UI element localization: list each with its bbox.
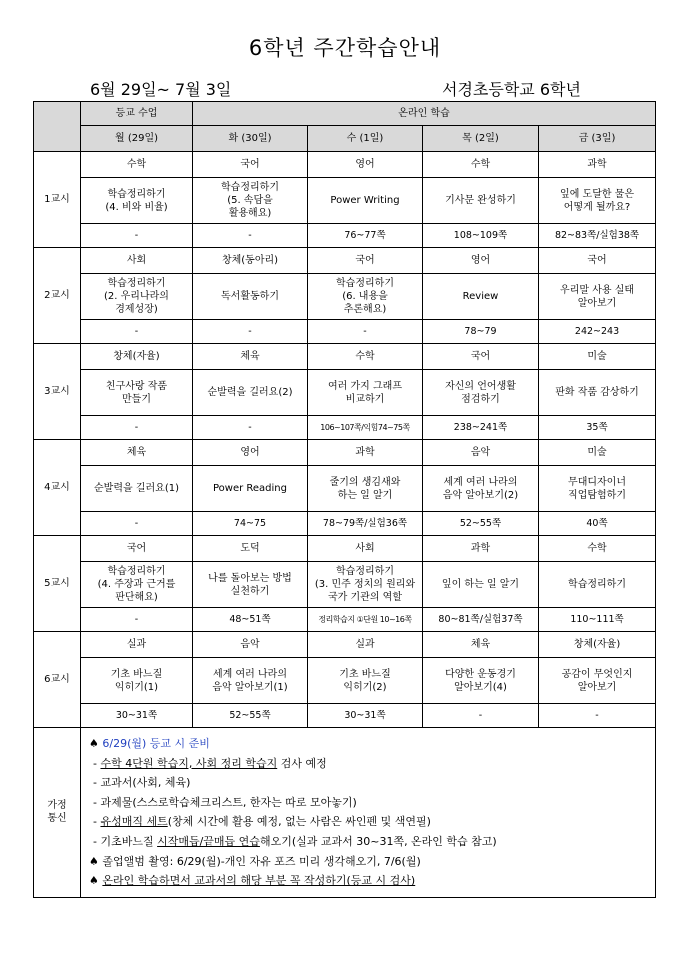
period-label: 6교시 xyxy=(34,632,81,728)
notes-heading xyxy=(89,734,647,754)
group-online: 온라인 학습 xyxy=(193,102,656,126)
subject-cell: 수학 xyxy=(539,536,656,562)
content-line: 학습정리하기 xyxy=(107,278,166,289)
content-cell xyxy=(308,658,423,704)
content-line: 학습정리하기 xyxy=(336,566,394,577)
subject-cell: 영어 xyxy=(193,440,308,466)
content-line: 기초 바느질 xyxy=(339,668,391,680)
page-cell: 80~81쪽/실험37쪽 xyxy=(423,608,539,632)
content-line: 학습정리하기 xyxy=(107,188,166,200)
notes-item xyxy=(89,832,647,852)
content-cell xyxy=(193,274,308,320)
day-header: 화 (30일) xyxy=(193,126,308,152)
content-line: 판화 작품 감상하기 xyxy=(555,387,639,398)
page-cell: - xyxy=(193,416,308,440)
notes-item-text: 검사 예정 xyxy=(277,756,327,770)
notes-item-text: - 과제물(스스로학습체크리스트, 한자는 따로 모아놓기) xyxy=(93,795,357,809)
content-line: 여러 가지 그래프 xyxy=(328,380,402,392)
subject-cell: 실과 xyxy=(308,632,423,658)
subject-cell: 체육 xyxy=(423,632,539,658)
notes-item xyxy=(89,793,647,813)
content-cell xyxy=(423,178,539,224)
content-line: 학습정리하기 xyxy=(568,579,626,590)
page-cell: 82~83쪽/실험38쪽 xyxy=(539,224,656,248)
content-cell xyxy=(539,562,656,608)
page-cell: 110~111쪽 xyxy=(539,608,656,632)
content-line: 잎에 도달한 물은 xyxy=(560,188,635,200)
notes-label-line: 통신 xyxy=(47,813,67,825)
content-line: (6. 내용을 xyxy=(342,291,388,302)
content-line: Review xyxy=(462,291,499,302)
page-cell: - xyxy=(81,224,193,248)
subject-cell: 체육 xyxy=(193,344,308,370)
period-label: 3교시 xyxy=(34,344,81,440)
subject-cell: 영어 xyxy=(308,152,423,178)
page-cell: 52~55쪽 xyxy=(193,704,308,728)
page-cell: 78~79쪽/실험36쪽 xyxy=(308,512,423,536)
content-cell xyxy=(308,466,423,512)
page-cell: - xyxy=(81,416,193,440)
content-cell xyxy=(308,178,423,224)
content-cell xyxy=(423,466,539,512)
subject-cell: 사회 xyxy=(308,536,423,562)
content-line: 음악 알아보기(2) xyxy=(442,489,519,501)
content-cell xyxy=(81,466,193,512)
notes-heading-text: 졸업앨범 촬영: 6/29(월)-개인 자유 포즈 미리 생각해오기, 7/6(월) xyxy=(102,854,421,868)
page-cell: 30~31쪽 xyxy=(81,704,193,728)
page-cell: - xyxy=(539,704,656,728)
notes-heading xyxy=(89,871,647,891)
content-cell xyxy=(423,562,539,608)
content-line: 친구사랑 작품 xyxy=(105,380,168,392)
day-header: 수 (1일) xyxy=(308,126,423,152)
page-cell: - xyxy=(193,320,308,344)
content-line: 알아보기 xyxy=(577,681,617,693)
content-cell xyxy=(81,658,193,704)
page-cell: - xyxy=(193,224,308,248)
content-line: 만들기 xyxy=(122,393,151,405)
content-line: 무대디자이너 xyxy=(568,476,626,488)
content-line: 학습정리하기 xyxy=(221,182,279,193)
page-title: 6학년 주간학습안내 xyxy=(248,36,442,60)
page-cell: 78~79 xyxy=(423,320,539,344)
content-line: (2. 우리나라의 xyxy=(104,291,169,302)
content-cell xyxy=(539,658,656,704)
content-cell xyxy=(81,178,193,224)
notes-item-text: 해오기(실과 교과서 30~31쪽, 온라인 학습 참고) xyxy=(259,834,497,848)
subject-cell: 과학 xyxy=(423,536,539,562)
content-line: 우리말 사용 실태 xyxy=(560,284,635,296)
content-line: 익히기(2) xyxy=(343,681,387,693)
subject-cell: 국어 xyxy=(81,536,193,562)
content-cell xyxy=(193,562,308,608)
day-header: 목 (2일) xyxy=(423,126,539,152)
content-line: 어떻게 될까요? xyxy=(563,201,631,213)
subject-cell: 창체(자율) xyxy=(539,632,656,658)
content-line: 직업탐험하기 xyxy=(568,489,626,501)
content-line: 점검하기 xyxy=(461,393,500,405)
page-cell: - xyxy=(81,608,193,632)
day-header: 월 (29일) xyxy=(81,126,193,152)
content-line: 비교하기 xyxy=(345,393,385,405)
period-label: 5교시 xyxy=(34,536,81,632)
content-line: 순발력을 길러요(1) xyxy=(94,483,179,494)
content-line: 알아보기(4) xyxy=(454,681,507,693)
content-cell xyxy=(423,274,539,320)
content-cell xyxy=(308,274,423,320)
content-line: (3. 민주 정치의 원리와 xyxy=(314,579,416,590)
content-line: 알아보기 xyxy=(577,297,617,309)
page-cell: - xyxy=(423,704,539,728)
content-line: 잎이 하는 일 알기 xyxy=(441,579,520,590)
date-range: 6월 29일~ 7월 3일 xyxy=(90,80,232,99)
content-line: 자신의 언어생활 xyxy=(445,380,516,392)
subject-cell: 창체(동아리) xyxy=(193,248,308,274)
content-cell xyxy=(193,658,308,704)
content-cell xyxy=(308,562,423,608)
page-cell: 48~51쪽 xyxy=(193,608,308,632)
day-header: 금 (3일) xyxy=(539,126,656,152)
content-cell xyxy=(423,370,539,416)
notes-heading xyxy=(89,852,647,872)
notes-item-text: (창체 시간에 활용 예정, 없는 사람은 싸인펜 및 색연필) xyxy=(167,815,431,829)
content-line: 실천하기 xyxy=(230,585,270,597)
subject-cell: 음악 xyxy=(423,440,539,466)
content-line: 순발력을 길러요(2) xyxy=(207,387,293,398)
content-line: 경제성장) xyxy=(115,304,158,315)
spade-icon: ♠ xyxy=(89,854,99,868)
notes-item xyxy=(89,754,647,774)
page-cell: - xyxy=(308,320,423,344)
content-line: 기초 바느질 xyxy=(110,668,163,680)
content-line: 줄기의 생김새와 xyxy=(329,476,401,488)
content-line: 독서활동하기 xyxy=(221,291,279,302)
content-line: 음악 알아보기(1) xyxy=(212,681,288,693)
content-line: 하는 일 알기 xyxy=(337,489,393,501)
period-label: 2교시 xyxy=(34,248,81,344)
content-line: 기사문 완성하기 xyxy=(445,195,516,206)
subject-cell: 음악 xyxy=(193,632,308,658)
page-cell: 74~75 xyxy=(193,512,308,536)
content-line: 다양한 운동경기 xyxy=(445,668,516,680)
page-cell: 76~77쪽 xyxy=(308,224,423,248)
page-cell: - xyxy=(81,512,193,536)
content-line: 활용해요) xyxy=(228,208,272,219)
page-cell: 242~243 xyxy=(539,320,656,344)
content-cell xyxy=(423,658,539,704)
subject-cell: 국어 xyxy=(423,344,539,370)
subject-cell: 미술 xyxy=(539,440,656,466)
content-line: (4. 주장과 근거를 xyxy=(97,579,176,590)
content-line: 나를 돌아보는 방법 xyxy=(208,572,292,584)
notes-item-text: - xyxy=(93,815,101,829)
content-cell xyxy=(193,370,308,416)
notes-item-text: - 기초바느질 xyxy=(93,834,158,848)
page-cell: 40쪽 xyxy=(539,512,656,536)
subject-cell: 국어 xyxy=(193,152,308,178)
content-cell xyxy=(193,466,308,512)
page-cell: 52~55쪽 xyxy=(423,512,539,536)
content-line: 판단해요) xyxy=(115,592,158,603)
content-cell xyxy=(81,370,193,416)
subject-cell: 사회 xyxy=(81,248,193,274)
notes-content xyxy=(81,728,656,898)
content-line: 공감이 무엇인지 xyxy=(561,668,633,680)
subject-cell: 수학 xyxy=(423,152,539,178)
content-cell xyxy=(539,178,656,224)
subject-cell: 국어 xyxy=(539,248,656,274)
content-line: 추론해요) xyxy=(343,304,387,315)
content-line: 국가 기관의 역할 xyxy=(328,592,402,603)
subject-cell: 과학 xyxy=(539,152,656,178)
page-cell: 238~241쪽 xyxy=(423,416,539,440)
subject-cell: 미술 xyxy=(539,344,656,370)
period-label: 1교시 xyxy=(34,152,81,248)
page-cell: 106~107쪽/익힘74~75쪽 xyxy=(308,416,423,440)
page-cell: 108~109쪽 xyxy=(423,224,539,248)
subject-cell: 국어 xyxy=(308,248,423,274)
subject-cell: 체육 xyxy=(81,440,193,466)
content-line: 학습정리하기 xyxy=(107,566,166,577)
content-line: 세계 여러 나라의 xyxy=(213,668,287,680)
content-cell xyxy=(81,274,193,320)
subject-cell: 영어 xyxy=(423,248,539,274)
subject-cell: 도덕 xyxy=(193,536,308,562)
subject-cell: 수학 xyxy=(81,152,193,178)
content-cell xyxy=(539,466,656,512)
content-line: 익히기(1) xyxy=(114,681,159,693)
notes-item-text: - xyxy=(93,756,101,770)
content-cell xyxy=(539,274,656,320)
subject-cell: 수학 xyxy=(308,344,423,370)
content-line: 학습정리하기 xyxy=(336,278,394,289)
content-line: Power Writing xyxy=(330,195,400,206)
content-line: (4. 비와 비율) xyxy=(105,201,168,213)
content-line: (5. 속담을 xyxy=(227,195,273,206)
notes-heading-text: 온라인 학습하면서 교과서의 해당 부분 꼭 작성하기(등교 시 검사) xyxy=(102,874,416,888)
notes-label-line: 가정 xyxy=(47,800,67,812)
notes-item-text: 수학 4단원 학습지, 사회 정리 학습지 xyxy=(100,756,278,770)
schedule-table xyxy=(33,101,656,898)
page-cell: 정리학습지 ①단원 10~16쪽 xyxy=(308,608,423,632)
subject-cell: 실과 xyxy=(81,632,193,658)
content-cell xyxy=(539,370,656,416)
group-offline: 등교 수업 xyxy=(81,102,193,126)
corner-cell xyxy=(34,102,81,152)
notes-item xyxy=(89,773,647,793)
subject-cell: 창체(자율) xyxy=(81,344,193,370)
content-cell xyxy=(308,370,423,416)
content-cell xyxy=(81,562,193,608)
spade-icon: ♠ xyxy=(89,874,99,888)
notes-item xyxy=(89,812,647,832)
page-cell: 35쪽 xyxy=(539,416,656,440)
notes-item-text: 시작매듭/끝매듭 연습 xyxy=(157,834,260,848)
content-line: 세계 여러 나라의 xyxy=(443,476,518,488)
content-line: Power Reading xyxy=(212,483,287,494)
notes-item-text: 유성매직 세트 xyxy=(100,815,168,829)
notes-label xyxy=(34,728,81,898)
period-label: 4교시 xyxy=(34,440,81,536)
notes-heading-text: 6/29(월) 등교 시 준비 xyxy=(102,737,210,750)
spade-icon: ♠ xyxy=(89,737,99,750)
page-cell: - xyxy=(81,320,193,344)
subject-cell: 과학 xyxy=(308,440,423,466)
notes-item-text: - 교과서(사회, 체육) xyxy=(93,776,191,790)
content-cell xyxy=(193,178,308,224)
school-name: 서경초등학교 6학년 xyxy=(442,80,581,99)
page-cell: 30~31쪽 xyxy=(308,704,423,728)
